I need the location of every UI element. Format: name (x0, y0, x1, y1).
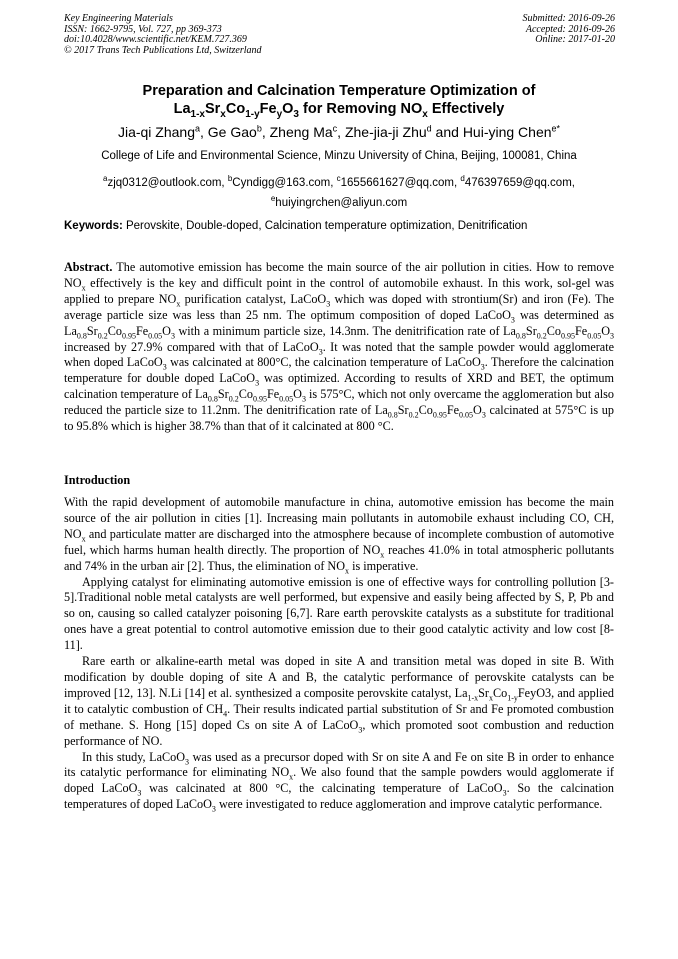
email[interactable]: $^c$1655661627@qq.com, (336, 174, 461, 189)
keywords-text: Perovskite, Double-doped, Calcination temperature optimization, Denitrification (122, 220, 528, 232)
keywords (64, 220, 616, 232)
title-line-2: $La_{1-x}Sr_xCo_{1-y}Fe_yO_3$ for Removing $NO_x$ Effectively (173, 101, 505, 120)
paper-title (40, 82, 638, 124)
intro-paragraph: Rare earth or alkaline-earth metal was doped in site A and transition metal was doped in site B. With modification by double doping of site A and B, the catalytic performance of perovskite catalysts can be improved [12, 13]. N.Li [14] et al. synthesized a composite perovskite catalyst, $La_{1-x}Sr_xCo_{1-y}FeyO3$, and applied it to catalytic combustion of $CH_4$. Their results indicated partial substitution of Sr and Fe promoted combustion of methane. S. Hong [15] doped Cs on site A of LaCoO$_3$, which promoted soot combustion and reduction performance of NO. (64, 654, 615, 748)
intro-paragraph: With the rapid development of automobile manufacture in china, automotive emission has become the main source of the air pollution in cities [1]. Increasing main pollutants in automobile exhaust including CO, CH, $NO_x$ and particulate matter are discharged into the atmosphere because of incomplete combustion of automotive fuel, which harms human health directly. The proportion of $NO_x$ reaches 41.0% in total atmospheric pollutants and 74% in the urban air [2]. Thus, the elimination of $NO_x$ is imperative. (64, 495, 614, 576)
dates-header (523, 14, 616, 46)
author-list (40, 123, 638, 140)
doi-line: doi:10.4028/www.scientific.net/KEM.727.369 (64, 34, 247, 46)
abstract (64, 260, 614, 435)
intro-paragraph: In this study, LaCoO$_3$ was used as a precursor doped with Sr on site A and Fe on site B in order to enhance its catalytic performance for eliminating $NO_x$. We also found that the sample powders would agglomerate if doped LaCoO$_3$ was calcinated at 800 °C, the calcinating temperature of LaCoO$_3$. So the calcination temperatures of doped LaCoO$_3$ were investigated to reduce agglomeration and improve catalytic performance. (64, 749, 614, 814)
affiliation: College of Life and Environmental Science, Minzu University of China, Beijing, 100081, China (101, 150, 577, 162)
email[interactable]: $^b$Cyndigg@163.com, (227, 174, 337, 189)
email[interactable]: $^e$huiyingrchen@aliyun.com (270, 193, 408, 209)
author: Jia-qi Zhang$^a$, (117, 123, 208, 140)
submitted-date: Submitted: 2016-09-26 (522, 13, 615, 24)
author: Ge Gao$^b$, (207, 123, 270, 140)
online-date: Online: 2017-01-20 (535, 34, 615, 46)
abstract-paragraph: Abstract. The automotive emission has become the main source of the air pollution in cities. How to remove $NO_x$ effectively is the key and difficult point in the control of automobile exhaust. In this work, sol-gel was applied to prepare $NO_x$ purification catalyst, LaCoO$_3$ which was doped with strontium(Sr) and iron (Fe). The average particle size was less than 25 nm. The optimum composition of doped LaCoO$_3$ was determined as $La_{0.8}Sr_{0.2}Co_{0.95}Fe_{0.05}O_3$ with a minimum particle size, 14.3nm. The denitrification rate of $La_{0.8}Sr_{0.2}Co_{0.95}Fe_{0.05}O_3$ increased by 27.9% compared with that of LaCoO$_3$. It was noted that the sample powder would agglomerate when doped LaCoO$_3$ was calcinated at 800°C, the calcination temperature of LaCoO$_3$. Therefore the calcination temperature for double doped LaCoO$_3$ was optimized. According to results of XRD and BET, the optimum calcination temperature of $La_{0.8}Sr_{0.2}Co_{0.95}Fe_{0.05}O_3$ is 575°C, which not only overcame the agglomeration but also reduced the particle size to 11.2nm. The denitrification rate of $La_{0.8}Sr_{0.2}Co_{0.95}Fe_{0.05}O_3$ calcinated at 575°C is up to 95.8% which is higher 38.7% than that of it calcinated at 800 °C. (64, 260, 615, 434)
email[interactable]: $^d$476397659@qq.com, (460, 174, 575, 189)
author: Zheng Ma$^c$, (269, 123, 345, 140)
issn-line: ISSN: 1662-9795, Vol. 727, pp 369-373 (64, 23, 222, 35)
author: Hui-ying Chen$^{e*}$ (462, 123, 561, 140)
author: Zhe-jia-ji Zhu$^d$ and (344, 123, 463, 140)
introduction-body (64, 495, 614, 813)
journal-name: Key Engineering Materials (64, 13, 173, 24)
author-emails (40, 171, 638, 211)
introduction-heading: Introduction (64, 473, 131, 487)
journal-header (64, 14, 262, 56)
title-line-1: Preparation and Calcination Temperature Optimization of (142, 83, 536, 99)
keywords-label: Keywords: (64, 220, 123, 232)
copyright-line: © 2017 Trans Tech Publications Ltd, Switzerland (64, 44, 262, 56)
intro-paragraph: Applying catalyst for eliminating automotive emission is one of effective ways for controlling pollution [3-5].Traditional noble metal catalysts are well performed, but expensive and easily being affected by S, P, Pb and so on, causing so called catalyzer poisoning [6,7]. Rare earth perovskite catalysts as a substitute for traditional ones have a great potential to control automotive emission due to their good catalytic activity and low cost [8-11]. (64, 574, 614, 653)
accepted-date: Accepted: 2016-09-26 (525, 23, 615, 35)
abstract-label: Abstract. (64, 260, 113, 274)
email[interactable]: $^a$zjq0312@outlook.com, (103, 174, 228, 189)
